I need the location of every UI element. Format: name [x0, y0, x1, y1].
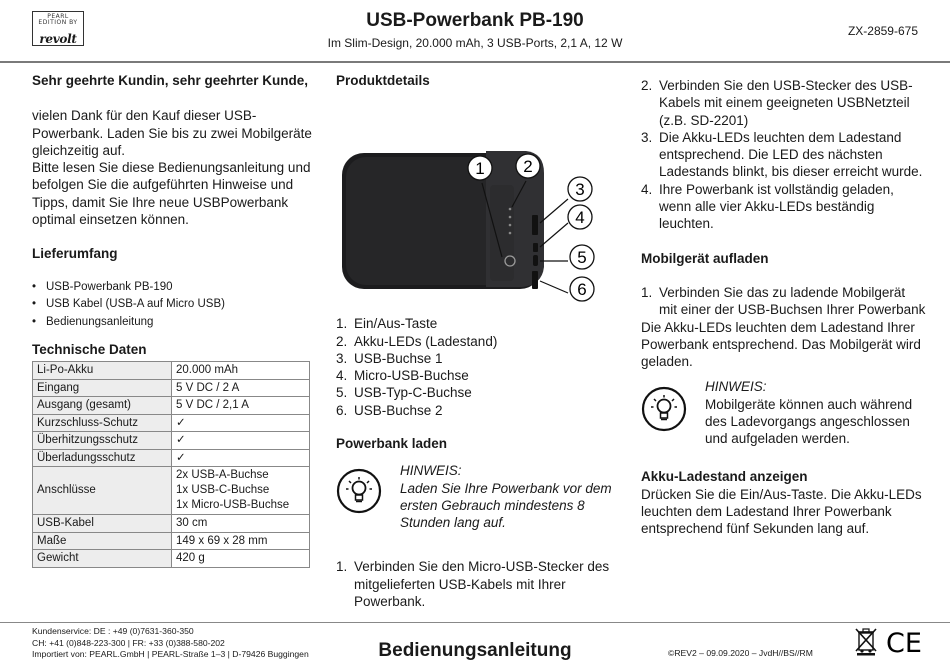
hint-text: Mobilgeräte können auch während des Ladevorgangs angeschlossen und aufgeladen werden.: [705, 396, 913, 447]
list-item: [641, 129, 926, 181]
spec-key: Kurzschluss-Schutz: [33, 414, 172, 432]
spec-key: Überhitzungsschutz: [33, 432, 172, 450]
table-row: [33, 532, 310, 550]
item-label: USB-Typ-C-Buchse: [354, 385, 472, 401]
spec-value: 149 x 69 x 28 mm: [172, 532, 310, 550]
spec-key: Li-Po-Akku: [33, 362, 172, 380]
table-row: [33, 550, 310, 568]
callout-3: [568, 177, 592, 201]
logo-brand-text: revolt: [39, 32, 77, 46]
revision-info: ©REV2 – 09.09.2020 – JvdH//BS//RM: [668, 648, 813, 658]
ce-mark-icon: [886, 628, 922, 659]
step-text: Verbinden Sie den USB-Stecker des USB-Kabels mit einem geeigneten USBNetzteil (z.B. SD-2201): [659, 78, 913, 128]
service-line: CH: +41 (0)848-223-300 | FR: +33 (0)388-580-202: [32, 637, 225, 648]
scope-heading: Lieferumfang: [32, 246, 118, 262]
item-number: 4.: [641, 181, 653, 197]
importer-line: Importiert von: PEARL.GmbH | PEARL-Straße 1–3 | D-79426 Buggingen: [32, 649, 309, 659]
callout-2: [516, 154, 540, 178]
article-number: ZX-2859-675: [847, 24, 918, 38]
greeting-heading: Sehr geehrte Kundin, sehr geehrter Kunde,: [32, 73, 309, 88]
item-number: 1.: [336, 316, 348, 332]
footer-title: Bedienungsanleitung: [378, 640, 572, 661]
check-icon: ✓: [172, 432, 310, 450]
callout-number: 6: [577, 280, 587, 300]
powerbank-image: [336, 111, 626, 300]
details-heading: Produktdetails: [336, 73, 430, 88]
spec-value: 20.000 mAh: [172, 362, 310, 380]
list-item: [336, 402, 626, 419]
port-line: 2x USB-A-Buchse: [176, 469, 269, 482]
table-row: [33, 362, 310, 380]
device-paragraph: Die Akku-LEDs leuchten dem Ladestand Ihrer Powerbank entsprechend. Das Mobilgerät wird geladen.: [641, 319, 921, 370]
list-item: • USB Kabel (USB-A auf Micro USB): [32, 296, 317, 314]
hint-label: HINWEIS:: [400, 463, 462, 479]
list-item: [336, 384, 626, 401]
spec-value: [172, 467, 310, 515]
callout-number: 3: [575, 180, 585, 200]
charge-steps: [336, 558, 626, 610]
device-heading: Mobilgerät aufladen: [641, 250, 769, 266]
check-icon: ✓: [172, 449, 310, 467]
header-divider: [0, 61, 950, 63]
item-number: 3.: [641, 129, 653, 145]
instructions-paragraph: Bitte lesen Sie diese Bedienungsanleitung und befolgen Sie die aufgeführten Hinweise und Tipps, damit Sie Ihre neue USBPowerbank optimal einsetzen können.: [32, 160, 311, 228]
item-label: Akku-LEDs (Ladestand): [354, 333, 498, 349]
level-heading: Akku-Ladestand anzeigen: [641, 469, 808, 485]
device-steps: [641, 284, 926, 319]
spec-key: Eingang: [33, 379, 172, 397]
table-row: [33, 414, 310, 432]
item-number: 3.: [336, 350, 348, 366]
item-number: 1.: [641, 284, 653, 300]
hint-label: HINWEIS:: [705, 379, 767, 395]
document-subtitle: Im Slim-Design, 20.000 mAh, 3 USB-Ports, 2,1 A, 12 W: [327, 36, 623, 50]
table-row: [33, 397, 310, 415]
check-icon: ✓: [172, 414, 310, 432]
list-item: [641, 77, 926, 129]
logo-edition-text: PEARL EDITION BY: [38, 13, 78, 26]
spec-value: 420 g: [172, 550, 310, 568]
spec-key: Überladungsschutz: [33, 449, 172, 467]
table-row: [33, 379, 310, 397]
hint-text: Laden Sie Ihre Powerbank vor dem ersten Gebrauch mindestens 8 Stunden lang auf.: [400, 480, 612, 531]
callout-1: [468, 156, 492, 180]
spec-value: 30 cm: [172, 515, 310, 533]
item-number: 5.: [336, 385, 348, 401]
step-text: Verbinden Sie das zu ladende Mobilgerät mit einer der USB-Buchsen Ihrer Powerbank: [659, 284, 926, 318]
list-item: [336, 558, 626, 610]
list-item: [336, 333, 626, 350]
table-row: [33, 515, 310, 533]
item-number: 2.: [641, 78, 653, 93]
port-line: 1x Micro-USB-Buchse: [176, 499, 290, 512]
item-number: 2.: [336, 333, 348, 349]
footer-divider: [0, 622, 950, 623]
intro-paragraph: vielen Dank für den Kauf dieser USB-Powerbank. Laden Sie bis zu zwei Mobilgeräte gleichzeitig auf.: [32, 108, 312, 158]
tech-heading: Technische Daten: [32, 342, 147, 358]
callout-5: [570, 245, 594, 269]
callout-number: 4: [575, 208, 585, 228]
ce-mark-text: CE: [886, 628, 922, 659]
charge-heading: Powerbank laden: [336, 436, 448, 452]
callout-6: [570, 277, 594, 301]
lightbulb-icon: [641, 386, 687, 432]
spec-key: Anschlüsse: [33, 467, 172, 515]
spec-key: USB-Kabel: [33, 515, 172, 533]
spec-key: Maße: [33, 532, 172, 550]
list-item: • USB-Powerbank PB-190: [32, 279, 317, 297]
item-number: 4.: [336, 368, 348, 384]
table-row: [33, 432, 310, 450]
scope-list: [32, 279, 317, 332]
column-right: [641, 77, 926, 538]
step-text: Verbinden Sie den Micro-USB-Stecker des mitgelieferten USB-Kabels mit Ihrer Powerbank.: [354, 559, 610, 609]
callout-4: [568, 205, 592, 229]
spec-key: Ausgang (gesamt): [33, 397, 172, 415]
tech-table: [32, 361, 310, 568]
spec-value: 5 V DC / 2,1 A: [172, 397, 310, 415]
weee-bin-icon: [855, 626, 877, 656]
level-paragraph: Drücken Sie die Ein/Aus-Taste. Die Akku-LEDs leuchten dem Ladestand Ihrer Powerbank entsprechend fünf Sekunden lang auf.: [641, 486, 922, 537]
hint-box: [641, 378, 926, 468]
service-line: Kundenservice: DE : +49 (0)7631-360-350: [32, 626, 194, 636]
spec-value: 5 V DC / 2 A: [172, 379, 310, 397]
list-item: [641, 181, 926, 233]
column-middle: [336, 72, 626, 610]
item-label: USB-Buchse 1: [354, 350, 443, 366]
hint-box: [336, 462, 626, 558]
list-item: [336, 367, 626, 384]
callout-number: 2: [523, 157, 533, 177]
item-number: 6.: [336, 402, 348, 418]
lightbulb-icon: [336, 468, 382, 514]
item-number: 1.: [336, 559, 348, 575]
parts-list: [336, 315, 626, 419]
column-left: [32, 72, 317, 568]
table-row: [33, 467, 310, 515]
callout-number: 5: [577, 248, 587, 268]
list-item: [641, 284, 926, 319]
list-item: [336, 315, 626, 332]
document-title: USB-Powerbank PB-190: [366, 10, 584, 31]
list-item: • Bedienungsanleitung: [32, 314, 317, 332]
list-item: [336, 350, 626, 367]
port-line: 1x USB-C-Buchse: [176, 484, 270, 497]
item-label: Micro-USB-Buchse: [354, 368, 469, 384]
item-label: Ein/Aus-Taste: [354, 316, 438, 332]
page-header: [0, 0, 950, 62]
item-label: USB-Buchse 2: [354, 402, 443, 418]
charge-steps-continued: [641, 77, 926, 233]
product-illustration: [336, 111, 626, 300]
step-text: Ihre Powerbank ist vollständig geladen, wenn alle vier Akku-LEDs beständig leuchten.: [659, 181, 894, 232]
spec-key: Gewicht: [33, 550, 172, 568]
step-text: Die Akku-LEDs leuchten dem Ladestand entsprechend. Die LED des nächsten Ladestands blinkt, bis dieser erreicht wurde.: [659, 129, 923, 180]
callout-number: 1: [475, 159, 485, 179]
table-row: [33, 449, 310, 467]
